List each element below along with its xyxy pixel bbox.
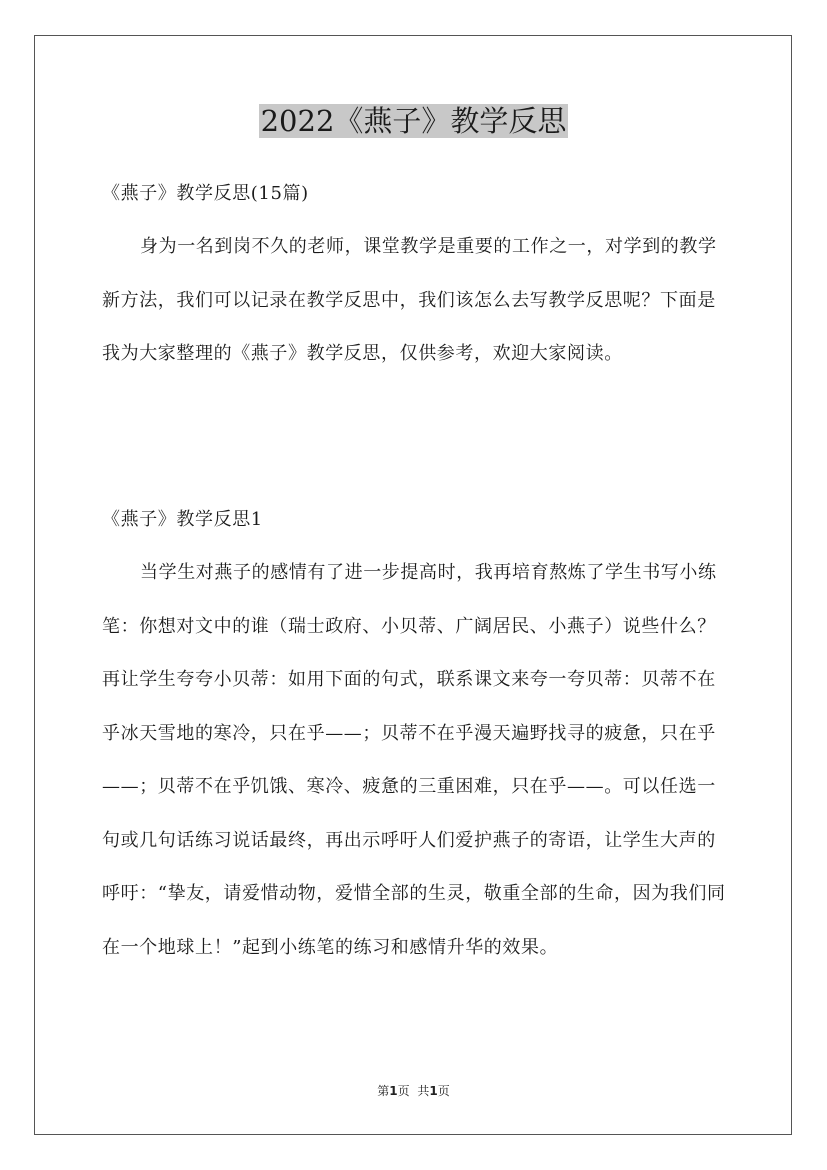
section-heading: 《燕子》教学反思1 (102, 509, 263, 530)
footer-total-suffix: 页 (437, 1084, 450, 1098)
section-paragraph: 当学生对燕子的感情有了进一步提高时，我再培育熬炼了学生书写小练笔：你想对文中的谁（瑞士政府、小贝蒂、广阔居民、小燕子）说些什么？再让学生夸夸小贝蒂：如用下面的句式，联系课文来夸一夸贝蒂：贝蒂不在乎冰天雪地的寒冷，只在乎——；贝蒂不在乎漫天遍野找寻的疲惫，只在乎——；贝蒂不在乎饥饿、寒冷、疲惫的三重困难，只在乎——。可以任选一句或几句话练习说话最终，再出示呼吁人们爱护燕子的寄语，让学生大声的呼吁：“挚友，请爱惜动物，爱惜全部的生灵，敬重全部的生命，因为我们同在一个地球上！”起到小练笔的练习和感情升华的效果。 (102, 562, 726, 958)
document-title-text: 2022《燕子》教学反思 (260, 104, 567, 138)
footer-total-pages: 1 (429, 1084, 438, 1098)
document-title (0, 100, 827, 142)
footer-total-prefix: 共 (417, 1084, 430, 1098)
footer-page-prefix: 第 (377, 1084, 390, 1098)
footer-page-suffix: 页 (397, 1084, 410, 1098)
intro-paragraph: 身为一名到岗不久的老师，课堂教学是重要的工作之一，对学到的教学新方法，我们可以记录在教学反思中，我们该怎么去写教学反思呢？下面是我为大家整理的《燕子》教学反思，仅供参考，欢迎大家阅读。 (102, 236, 717, 364)
page-footer (0, 1083, 827, 1099)
footer-page-number: 1 (389, 1084, 398, 1098)
document-subtitle: 《燕子》教学反思(15篇) (102, 183, 309, 204)
